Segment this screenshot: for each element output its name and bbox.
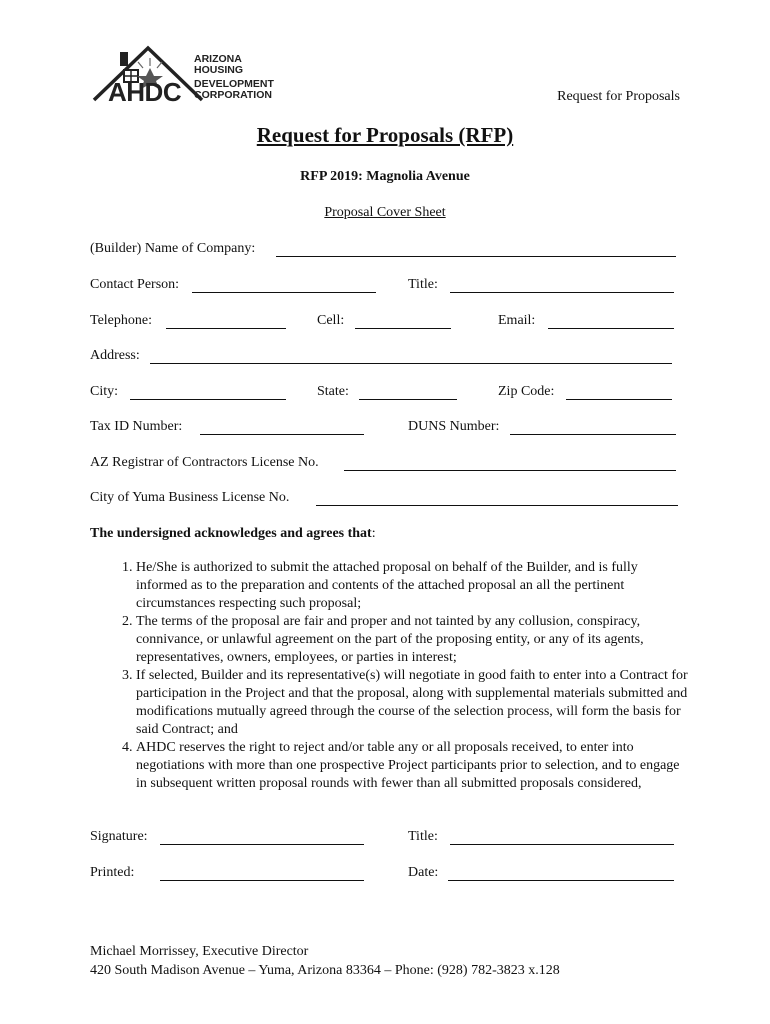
signature-label: Signature: xyxy=(90,829,148,844)
zip-code-label: Zip Code: xyxy=(498,384,555,399)
logo-abbreviation: AHDC xyxy=(108,77,182,107)
logo-line-corporation: CORPORATION xyxy=(194,89,272,101)
title-field[interactable] xyxy=(450,292,674,293)
email-field[interactable] xyxy=(548,328,674,329)
address-label: Address: xyxy=(90,348,140,363)
phone-row xyxy=(90,313,680,333)
yuma-license-row xyxy=(90,490,680,510)
date-label: Date: xyxy=(408,865,439,880)
cover-sheet-title: Proposal Cover Sheet xyxy=(324,205,446,220)
logo-line-development: DEVELOPMENT xyxy=(194,78,274,90)
company-row xyxy=(90,241,680,261)
city-label: City: xyxy=(90,384,119,399)
acknowledgement-heading-text: The undersigned acknowledges and agrees that xyxy=(90,526,372,541)
printed-field[interactable] xyxy=(160,880,364,881)
signature-field[interactable] xyxy=(160,844,364,845)
terms-list xyxy=(90,559,690,793)
az-registrar-row xyxy=(90,455,680,475)
cell-label: Cell: xyxy=(317,313,345,328)
zip-code-field[interactable] xyxy=(566,399,672,400)
duns-field[interactable] xyxy=(510,434,676,435)
printed-row xyxy=(90,865,680,885)
list-item: 2. The terms of the proposal are fair and proper and not tainted by any collusion, conspiracy, connivance, or unlawful agreement on the part of the proposing entity, or any of its agents, representatives, owners, employees, or parties in interest; xyxy=(136,613,690,667)
email-label: Email: xyxy=(498,313,536,328)
title-label: Title: xyxy=(408,277,438,292)
contact-row xyxy=(90,277,680,297)
az-registrar-field[interactable] xyxy=(344,470,676,471)
signature-row xyxy=(90,829,680,849)
address-field[interactable] xyxy=(150,363,672,364)
city-row xyxy=(90,384,680,404)
list-item: 4. AHDC reserves the right to reject and/or table any or all proposals received, to enter into negotiations with more than one prospective Project participants prior to selection, and to engage in subsequent written proposal rounds with fewer than all submitted proposals considered, xyxy=(136,739,690,793)
footer-director: Michael Morrissey, Executive Director xyxy=(90,944,309,959)
state-label: State: xyxy=(317,384,349,399)
list-item: 3. If selected, Builder and its representative(s) will negotiate in good faith to enter into a Contract for participation in the Project and that the proposal, along with supplemental materials submitted and modifications mutually agreed through the course of the selection process, will form the basis for said Contract; and xyxy=(136,667,690,739)
telephone-field[interactable] xyxy=(166,328,286,329)
signature-title-label: Title: xyxy=(408,829,438,844)
header-document-label: Request for Proposals xyxy=(557,89,680,104)
tax-id-field[interactable] xyxy=(200,434,364,435)
duns-label: DUNS Number: xyxy=(408,419,500,434)
city-field[interactable] xyxy=(130,399,286,400)
yuma-license-label: City of Yuma Business License No. xyxy=(90,490,290,505)
footer-contact xyxy=(90,942,560,980)
logo-organization-name xyxy=(194,54,274,101)
yuma-license-field[interactable] xyxy=(316,505,678,506)
acknowledgement-heading xyxy=(90,526,376,542)
tax-id-label: Tax ID Number: xyxy=(90,419,183,434)
printed-label: Printed: xyxy=(90,865,135,880)
company-label: (Builder) Name of Company: xyxy=(90,241,256,256)
contact-person-label: Contact Person: xyxy=(90,277,180,292)
page-title: Request for Proposals (RFP) xyxy=(256,123,514,147)
address-row xyxy=(90,348,680,368)
ahdc-logo xyxy=(90,44,280,107)
acknowledgement-colon: : xyxy=(371,526,376,541)
footer-address: 420 South Madison Avenue – Yuma, Arizona 83364 – Phone: (928) 782-3823 x.128 xyxy=(90,963,560,978)
telephone-label: Telephone: xyxy=(90,313,152,328)
state-field[interactable] xyxy=(359,399,457,400)
signature-title-field[interactable] xyxy=(450,844,674,845)
cell-field[interactable] xyxy=(355,328,451,329)
az-registrar-label: AZ Registrar of Contractors License No. xyxy=(90,455,319,470)
company-field[interactable] xyxy=(276,256,676,257)
logo-line-arizona: ARIZONA xyxy=(194,53,242,65)
contact-person-field[interactable] xyxy=(192,292,376,293)
date-field[interactable] xyxy=(448,880,674,881)
rfp-subtitle: RFP 2019: Magnolia Avenue xyxy=(300,169,470,184)
logo-line-housing: HOUSING xyxy=(194,64,244,76)
list-item: 1. He/She is authorized to submit the attached proposal on behalf of the Builder, and is fully informed as to the preparation and contents of the attached proposal an all the pertinent circumstances respecting such proposal; xyxy=(136,559,690,613)
tax-row xyxy=(90,419,680,439)
